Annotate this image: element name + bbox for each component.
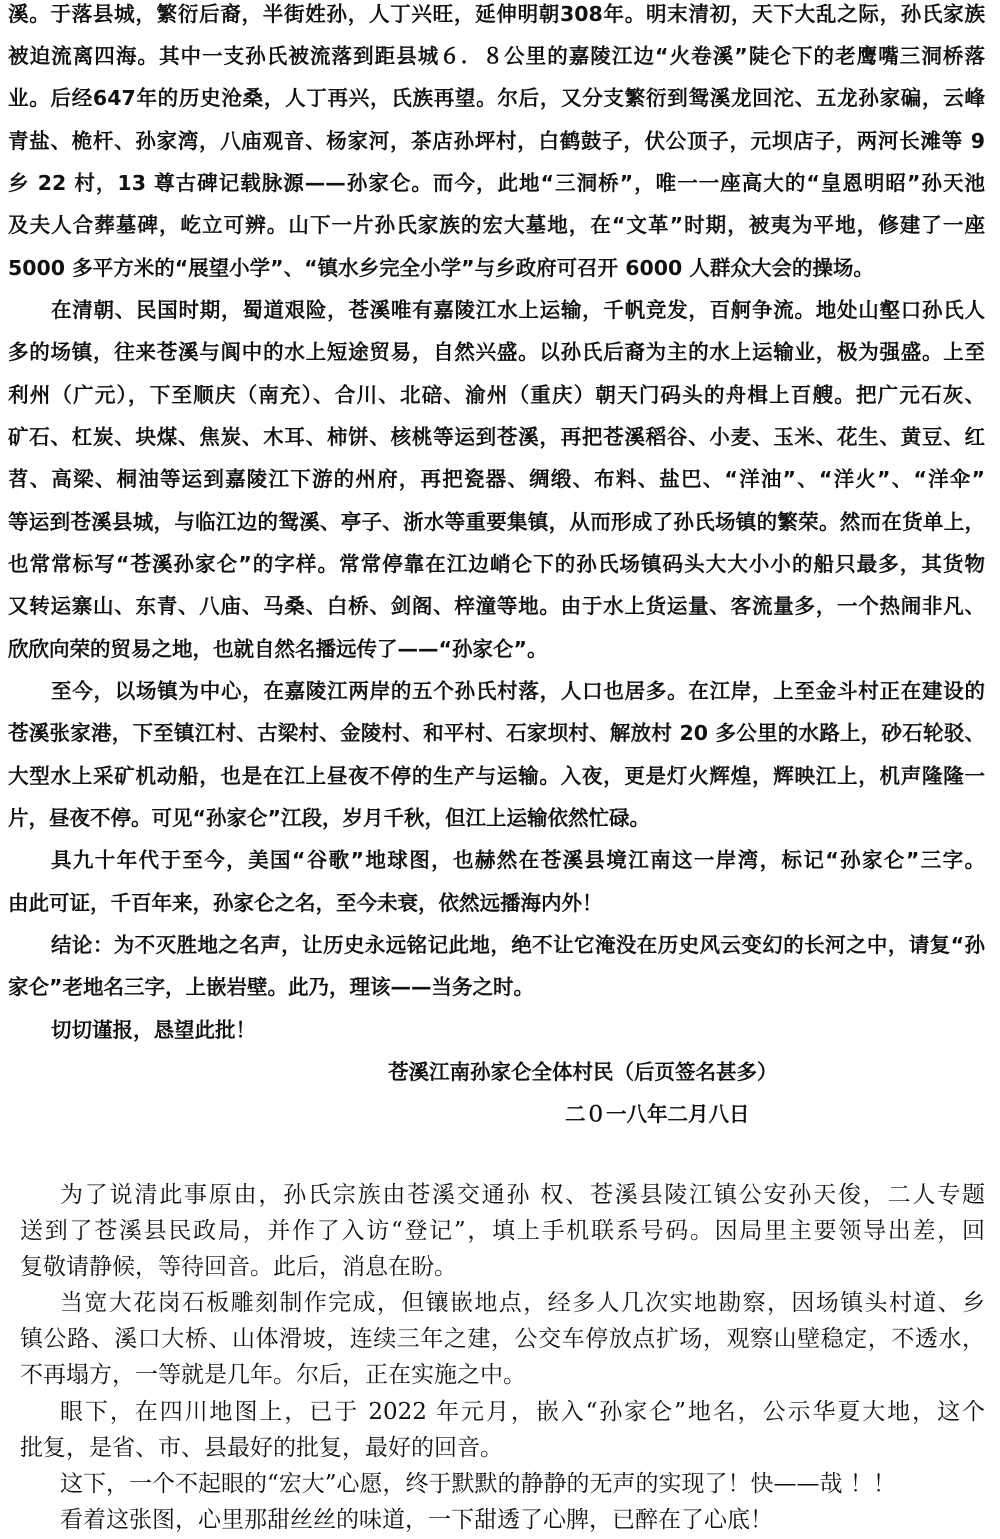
letter-line: 5000 多平方米的“展望小学”、“镇水乡完全小学”与乡政府可召开 6000 人群众大会的操场。 [8,255,874,280]
signature-date: 二０一八年二月八日 [565,1102,750,1127]
letter-conclusion [8,924,985,1009]
note-paragraph-4 [20,1466,985,1502]
letter-line: 欣欣向荣的贸易之地，也就自然名播远传了——“孙家仑”。 [8,636,548,661]
letter-line: 利州（广元），下至顺庆（南充）、合川、北碚、渝州（重庆）朝天门码头的舟楫上百艘。把广元石灰、 [8,382,985,407]
letter-line: 由此可证，千百年来，孙家仑之名，至今未衰，依然远播海内外！ [8,890,603,915]
letter-line: 片，昼夜不停。可见“孙家仑”江段，岁月千秋，但江上运输依然忙碌。 [8,806,650,831]
note-line: 送到了苍溪县民政局，并作了入访“登记”，填上手机联系号码。因局里主要领导出差，回 [20,1218,985,1245]
letter-paragraph-4 [8,839,985,924]
note-line: 看着这张图，心里那甜丝丝的味道，一下甜透了心脾，已醉在了心底！ [60,1506,773,1533]
letter-line: 多的场镇，往来苍溪与阆中的水上短途贸易，自然兴盛。以孙氏后裔为主的水上运输业，极为强盛。上至 [8,340,985,365]
letter-line: 及夫人合葬墓碑，屹立可辨。山下一片孙氏家族的宏大墓地，在“文革”时期，被夷为平地，修建了一座 [8,213,985,238]
letter-line: 业。后经647年的历史沧桑，人丁再兴，氏族再望。尔后，又分支繁衍到鸳溪龙回沱、五龙孙家碥，云峰 [8,86,985,111]
letter-line: 被迫流离四海。其中一支孙氏被流落到距县城６．８公里的嘉陵江边“火卷溪”陡仑下的老鹰嘴三洞桥落 [8,44,985,69]
letter-closing [8,1009,985,1051]
follow-up-notes [20,1177,985,1538]
letter-line: 切切谨报，恳望此批！ [51,1017,256,1042]
note-line: 这下，一个不起眼的“宏大”心愿，终于默默的静静的无声的实现了！快——哉 ！！ [60,1470,896,1497]
letter-line: 在清朝、民国时期，蜀道艰险，苍溪唯有嘉陵江水上运输，千帆竞发，百舸争流。地处山壑口孙氏人 [51,298,985,323]
letter-line: 家仑”老地名三字，上嵌岩壁。此乃，理该——当务之时。 [8,975,534,1000]
note-line: 当宽大花岗石板雕刻制作完成，但镶嵌地点，经多人几次实地勘察，因场镇头村道、乡 [60,1290,985,1317]
letter-line: 乡 22 村，13 尊古碑记载脉源——孙家仑。而今，此地“三洞桥”，唯一一座高大的“皇恩明昭”孙天池 [8,171,985,196]
letter-line: 也常常标写“苍溪孙家仑”的字样。常常停靠在江边峭仑下的孙氏场镇码头大大小小的船只最多，其货物 [8,552,985,577]
letter-line: 等运到苍溪县城，与临江边的鸳溪、亭子、浙水等重要集镇，从而形成了孙氏场镇的繁荣。然而在货单上， [8,509,985,534]
signer-name: 苍溪江南孙家仑全体村民（后页签名甚多） [388,1060,778,1085]
letter-line: 大型水上采矿机动船，也是在江上昼夜不停的生产与运输。入夜，更是灯火辉煌，辉映江上，机声隆隆一 [8,763,985,788]
letter-line: 青盐、桅杆、孙家湾，八庙观音、杨家河，茶店孙坪村，白鹤鼓子，伏公顶子，元坝店子，两河长滩等 9 [8,128,985,153]
note-paragraph-1 [20,1177,985,1285]
letter-line: 溪。于落县城，繁衍后裔，半街姓孙，人丁兴旺，延伸明朝308年。明末清初，天下大乱之际，孙氏家族 [8,1,985,26]
letter-paragraph-1 [8,0,985,289]
note-line: 复敬请静候，等待回音。此后，消息在盼。 [20,1254,457,1281]
letter-line: 至今，以场镇为中心，在嘉陵江两岸的五个孙氏村落，人口也居多。在江岸，上至金斗村正在建设的 [51,679,985,704]
note-line: 批复，是省、市、县最好的批复，最好的回音。 [20,1434,503,1461]
letter-line: 矿石、杠炭、块煤、焦炭、木耳、柿饼、核桃等运到苍溪，再把苍溪稻谷、小麦、玉米、花生、黄豆、红 [8,425,985,450]
note-line: 不再塌方，一等就是几年。尔后，正在实施之中。 [20,1362,526,1389]
letter-paragraph-3 [8,670,985,839]
note-paragraph-5 [20,1502,985,1538]
letter-line: 苕、高梁、桐油等运到嘉陵江下游的州府，再把瓷器、绸缎、布料、盐巴、“洋油”、“洋火”、“洋伞” [8,467,985,492]
letter-paragraph-2 [8,289,985,670]
letter-line: 具九十年代于至今，美国“谷歌”地球图，也赫然在苍溪县境江南这一岸湾，标记“孙家仑”三字。 [51,848,985,873]
petition-letter [8,0,985,1136]
letter-line: 结论：为不灭胜地之名声，让历史永远铭记此地，绝不让它淹没在历史风云变幻的长河之中，请复“孙 [51,933,985,958]
note-paragraph-2 [20,1285,985,1393]
note-line: 镇公路、溪口大桥、山体滑坡，连续三年之建，公交车停放点扩场，观察山壁稳定，不透水， [20,1326,985,1353]
letter-line: 又转运寨山、东青、八庙、马桑、白桥、剑阁、梓潼等地。由于水上货运量、客流量多，一个热闹非凡、 [8,594,985,619]
signature-block [8,1051,985,1136]
note-line: 眼下，在四川地图上，已于 2022 年元月，嵌入“孙家仑”地名，公示华夏大地，这个 [60,1398,985,1425]
letter-line: 苍溪张家港，下至镇江村、古梁村、金陵村、和平村、石家坝村、解放村 20 多公里的水路上，砂石轮驳、 [8,721,985,746]
note-paragraph-3 [20,1394,985,1466]
note-line: 为了说清此事原由，孙氏宗族由苍溪交通孙 权、苍溪县陵江镇公安孙天俊，二人专题 [60,1182,985,1208]
